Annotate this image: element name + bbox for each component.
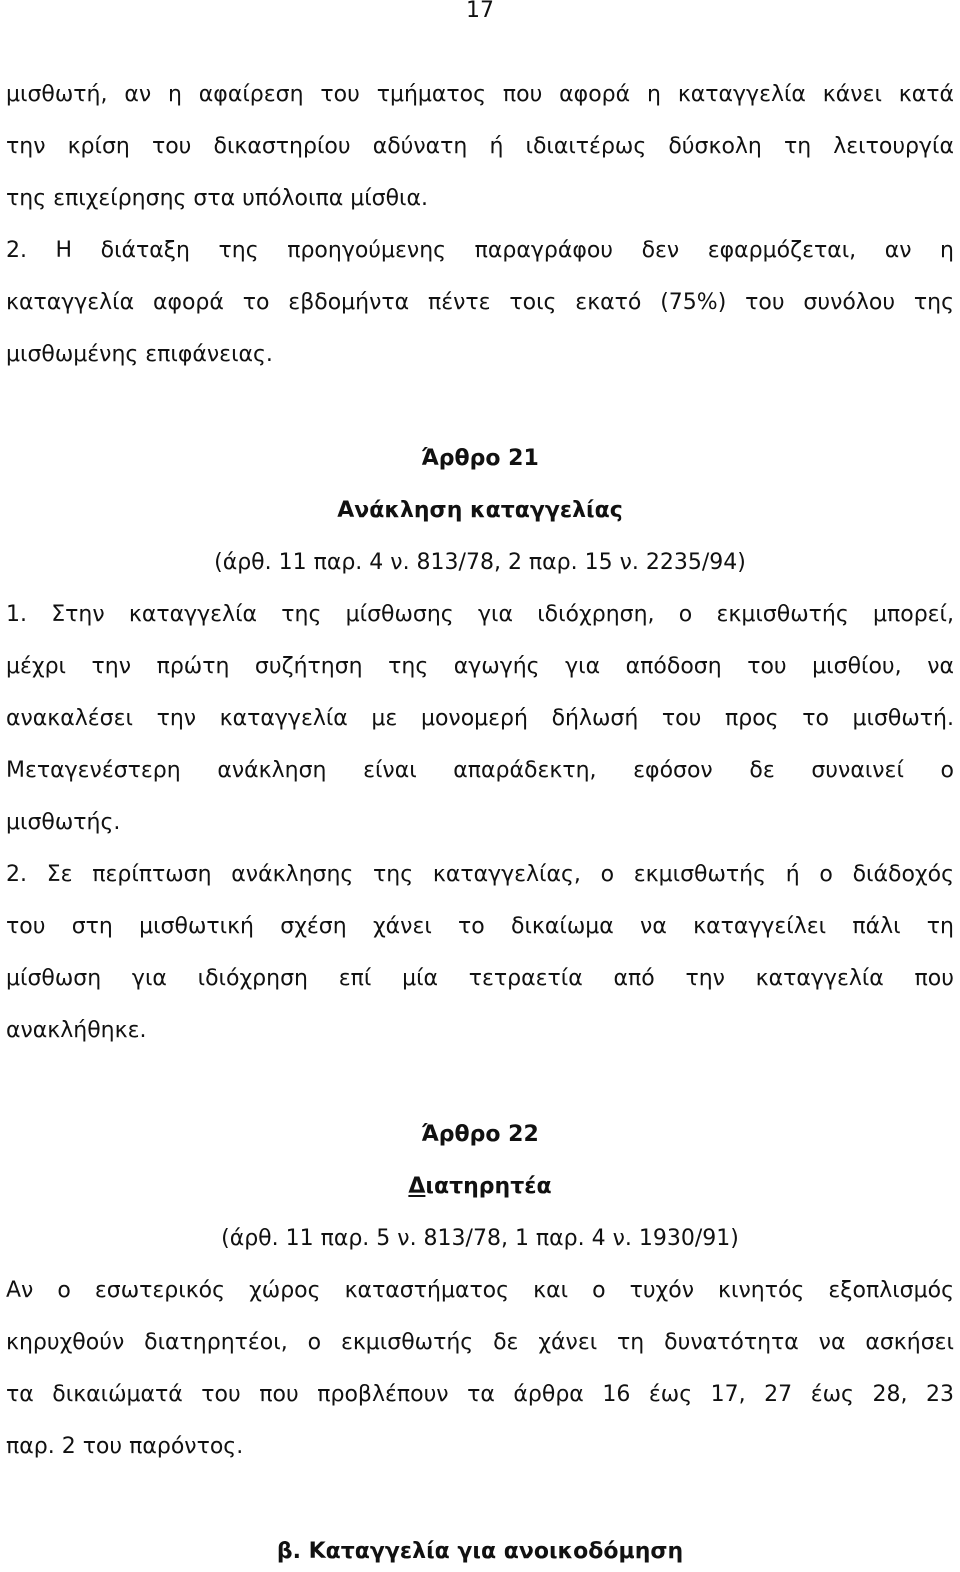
text-line: την κρίση του δικαστηρίου αδύνατη ή ιδιαιτέρως δύσκολη τη λειτουργία (6, 134, 954, 159)
article-22-reference: (άρθ. 11 παρ. 5 ν. 813/78, 1 παρ. 4 ν. 1930/91) (221, 1226, 739, 1251)
text-line: Μεταγενέστερη ανάκληση είναι απαράδεκτη, εφόσον δε συναινεί ο (6, 758, 954, 783)
text-line: ανακλήθηκε. (6, 1018, 147, 1043)
article-22-number: Άρθρο 22 (421, 1122, 539, 1147)
text-line: μισθωτή, αν η αφαίρεση του τμήματος που αφορά η καταγγελία κάνει κατά (6, 82, 954, 107)
page-number: 17 (466, 0, 494, 23)
text-line: του στη μισθωτική σχέση χάνει το δικαίωμα να καταγγείλει πάλι τη (6, 914, 954, 939)
document-page (6, 0, 954, 1572)
article-21-reference: (άρθ. 11 παρ. 4 ν. 813/78, 2 παρ. 15 ν. 2235/94) (214, 550, 746, 575)
text-line: παρ. 2 του παρόντος. (6, 1434, 244, 1459)
text-line: 2. Η διάταξη της προηγούμενης παραγράφου δεν εφαρμόζεται, αν η (6, 238, 954, 263)
text-line: της επιχείρησης στα υπόλοιπα μίσθια. (6, 186, 428, 211)
article-22-title: Διατηρητέα (408, 1174, 552, 1199)
text-line: μίσθωση για ιδιόχρηση επί μία τετραετία από την καταγγελία που (6, 966, 954, 991)
article-21-number: Άρθρο 21 (421, 446, 539, 471)
text-line: 1. Στην καταγγελία της μίσθωσης για ιδιόχρηση, ο εκμισθωτής μπορεί, (6, 602, 954, 627)
text-line: Αν ο εσωτερικός χώρος καταστήματος και ο τυχόν κινητός εξοπλισμός (6, 1278, 954, 1303)
text-line: μισθωμένης επιφάνειας. (6, 342, 273, 367)
text-line: ανακαλέσει την καταγγελία με μονομερή δήλωσή του προς το μισθωτή. (6, 706, 954, 731)
text-line: μέχρι την πρώτη συζήτηση της αγωγής για απόδοση του μισθίου, να (6, 654, 954, 679)
text-line: μισθωτής. (6, 810, 121, 835)
article-21-title: Ανάκληση καταγγελίας (337, 498, 623, 523)
section-heading: β. Καταγγελία για ανοικοδόμηση (276, 1539, 684, 1564)
text-line: τα δικαιώματά του που προβλέπουν τα άρθρα 16 έως 17, 27 έως 28, 23 (6, 1382, 954, 1407)
text-line: κηρυχθούν διατηρητέοι, ο εκμισθωτής δε χάνει τη δυνατότητα να ασκήσει (6, 1330, 954, 1355)
text-line: καταγγελία αφορά το εβδομήντα πέντε τοις εκατό (75%) του συνόλου της (6, 290, 954, 315)
text-line: 2. Σε περίπτωση ανάκλησης της καταγγελίας, ο εκμισθωτής ή ο διάδοχός (6, 862, 954, 887)
